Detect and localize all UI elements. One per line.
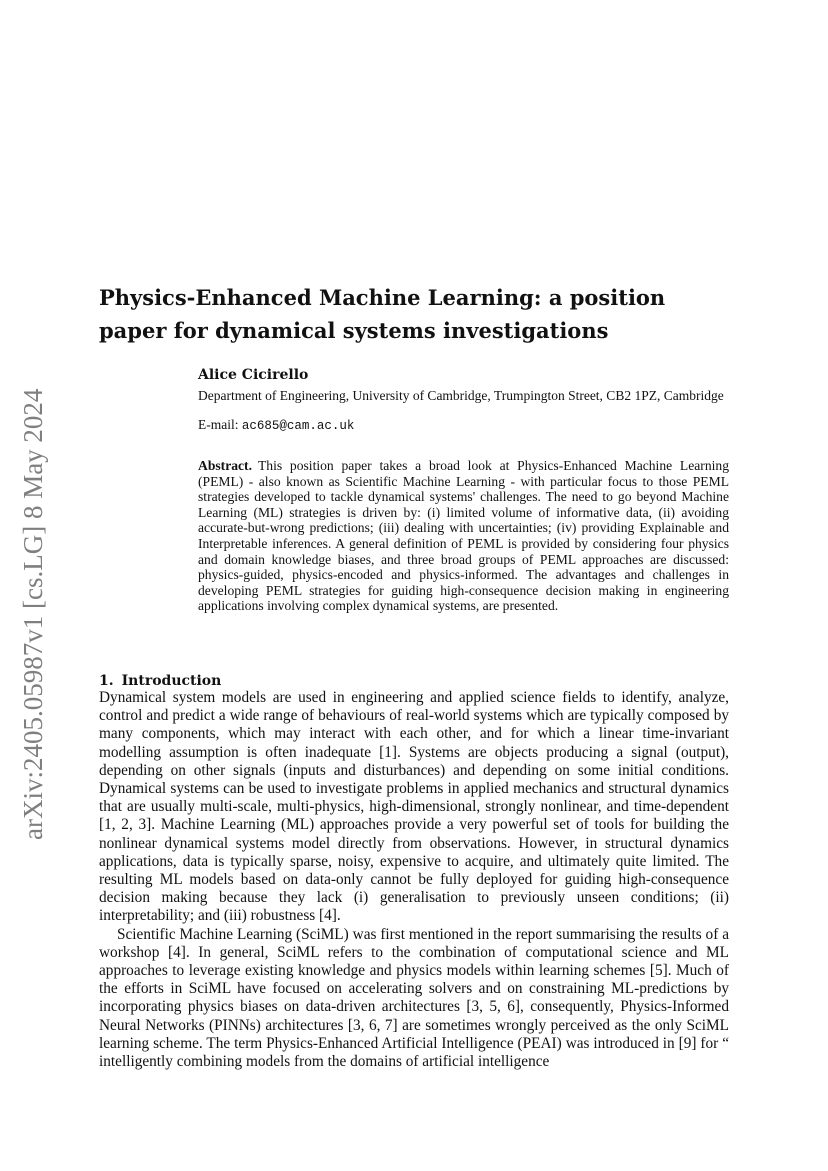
section-heading-introduction bbox=[99, 672, 221, 690]
arxiv-identifier-stamp: arXiv:2405.05987v1 [cs.LG] 8 May 2024 bbox=[18, 388, 48, 840]
body-paragraph: Dynamical system models are used in engineering and applied science fields to identify, analyze, control and predict a wide range of behaviours of real-world systems which are typically composed by many components, which may interact with each other, and for which a linear time-invariant modelling assumption is often inadequate [1]. Systems are objects producing a signal (output), depending on other signals (inputs and disturbances) and depending on some initial conditions. Dynamical systems can be used to investigate problems in applied mechanics and structural dynamics that are usually multi-scale, multi-physics, high-dimensional, strongly nonlinear, and time-dependent [1, 2, 3]. Machine Learning (ML) approaches provide a very powerful set of tools for building the nonlinear dynamical systems model directly from observations. However, in structural dynamics applications, data is typically sparse, noisy, expensive to acquire, and ultimately quite limited. The resulting ML models based on data-only cannot be fully deployed for guiding high-consequence decision making because they lack (i) generalisation to previously unseen conditions; (ii) interpretability; and (iii) robustness [4]. bbox=[99, 689, 729, 925]
author-block bbox=[198, 364, 728, 434]
body-paragraph: Scientific Machine Learning (SciML) was first mentioned in the report summarising the results of a workshop [4]. In general, SciML refers to the combination of computational science and ML approaches to leverage existing knowledge and physics models within learning schemes [5]. Much of the efforts in SciML have focused on accelerating solvers and on constraining ML-predictions by incorporating physics biases on data-driven architectures [3, 5, 6], consequently, Physics-Informed Neural Networks (PINNs) architectures [3, 6, 7] are sometimes wrongly perceived as the only SciML learning scheme. The term Physics-Enhanced Artificial Intelligence (PEAI) was introduced in [9] for “ intelligently combining models from the domains of artificial intelligence bbox=[99, 925, 729, 1071]
author-affiliation: Department of Engineering, University of Cambridge, Trumpington Street, CB2 1PZ, Cambridge bbox=[198, 388, 724, 403]
abstract bbox=[198, 458, 729, 614]
abstract-heading: Abstract. bbox=[198, 458, 252, 473]
author-email-line bbox=[198, 417, 728, 434]
section-number: 1. bbox=[99, 673, 114, 689]
introduction-body bbox=[99, 689, 729, 1071]
email-label: E-mail: bbox=[198, 417, 239, 432]
email-address: ac685@cam.ac.uk bbox=[241, 419, 355, 433]
section-title: Introduction bbox=[121, 673, 222, 689]
abstract-text: This position paper takes a broad look at Physics-Enhanced Machine Learning (PEML) - also known as Scientific Machine Learning - with particular focus to those PEML strategies developed to tackle dynamical systems' challenges. The need to go beyond Machine Learning (ML) strategies is driven by: (i) limited volume of informative data, (ii) avoiding accurate-but-wrong predictions; (iii) dealing with uncertainties; (iv) providing Explainable and Interpretable inferences. A general definition of PEML is provided by considering four physics and domain knowledge biases, and three broad groups of PEML approaches are discussed: physics-guided, physics-encoded and physics-informed. The advantages and challenges in developing PEML strategies for guiding high-consequence decision making in engineering applications involving complex dynamical systems, are presented. bbox=[198, 458, 729, 614]
paper-title: Physics-Enhanced Machine Learning: a position paper for dynamical systems investigations bbox=[99, 285, 666, 343]
author-name: Alice Cicirello bbox=[198, 367, 309, 383]
